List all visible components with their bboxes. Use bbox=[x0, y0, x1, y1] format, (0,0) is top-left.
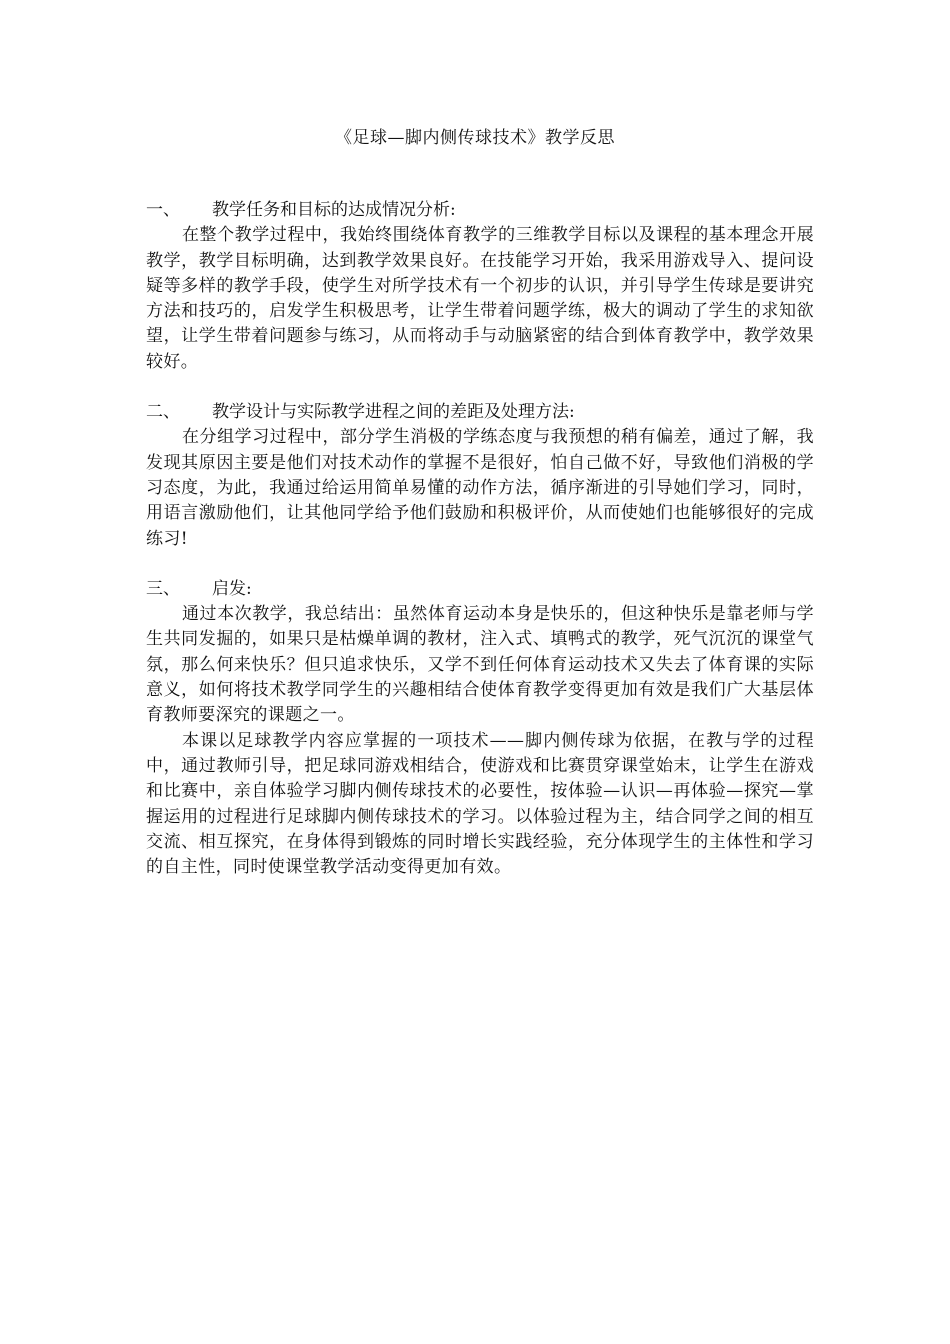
section-heading bbox=[146, 577, 814, 602]
section-2 bbox=[146, 400, 814, 552]
paragraph: 在整个教学过程中，我始终围绕体育教学的三维教学目标以及课程的基本理念开展教学，教学目标明确，达到教学效果良好。在技能学习开始，我采用游戏导入、提问设疑等多样的教学手段，使学生对所学技术有一个初步的认识，并引导学生传球是要讲究方法和技巧的，启发学生积极思考，让学生带着问题学练，极大的调动了学生的求知欲望，让学生带着问题参与练习，从而将动手与动脑紧密的结合到体育教学中，教学效果较好。 bbox=[146, 225, 814, 372]
section-number: 三、 bbox=[146, 578, 180, 599]
section-heading-text: 教学设计与实际教学进程之间的差距及处理方法: bbox=[212, 402, 575, 423]
section-heading-text: 教学任务和目标的达成情况分析: bbox=[212, 200, 456, 220]
section-3 bbox=[146, 577, 814, 881]
paragraph: 通过本次教学，我总结出：虽然体育运动本身是快乐的，但这种快乐是靠老师与学生共同发掘的，如果只是枯燥单调的教材，注入式、填鸭式的教学，死气沉沉的课堂气氛，那么何来快乐？但只追求快乐，又学不到任何体育运动技术又失去了体育课的实际意义，如何将技术教学同学生的兴趣相结合使体育教学变得更加有效是我们广大基层体育教师要深究的课题之一。 bbox=[146, 604, 814, 726]
paragraph: 本课以足球教学内容应掌握的一项技术——脚内侧传球为依据，在教与学的过程中，通过教师引导，把足球同游戏相结合，使游戏和比赛贯穿课堂始末，让学生在游戏和比赛中，亲自体验学习脚内侧传球技术的必要性，按体验—认识—再体验—探究—掌握运用的过程进行足球脚内侧传球技术的学习。以体验过程为主，结合同学之间的相互交流、相互探究，在身体得到锻炼的同时增长实践经验，充分体现学生的主体性和学习的自主性，同时使课堂教学活动变得更加有效。 bbox=[146, 730, 814, 878]
section-1 bbox=[146, 198, 814, 375]
document-title: 《足球—脚内侧传球技术》教学反思 bbox=[335, 128, 615, 148]
section-heading bbox=[146, 400, 814, 425]
section-heading-text: 启发: bbox=[212, 578, 252, 599]
section-number: 一、 bbox=[146, 200, 180, 220]
paragraph: 在分组学习过程中，部分学生消极的学练态度与我预想的稍有偏差，通过了解，我发现其原因主要是他们对技术动作的掌握不是很好，怕自己做不好，导致他们消极的学习态度，为此，我通过给运用简单易懂的动作方法，循序渐进的引导她们学习，同时，用语言激励他们，让其他同学给予他们鼓励和积极评价，从而使她们也能够很好的完成练习! bbox=[146, 427, 814, 549]
section-number: 二、 bbox=[146, 402, 180, 423]
section-heading bbox=[146, 198, 814, 223]
document-body bbox=[146, 198, 814, 905]
